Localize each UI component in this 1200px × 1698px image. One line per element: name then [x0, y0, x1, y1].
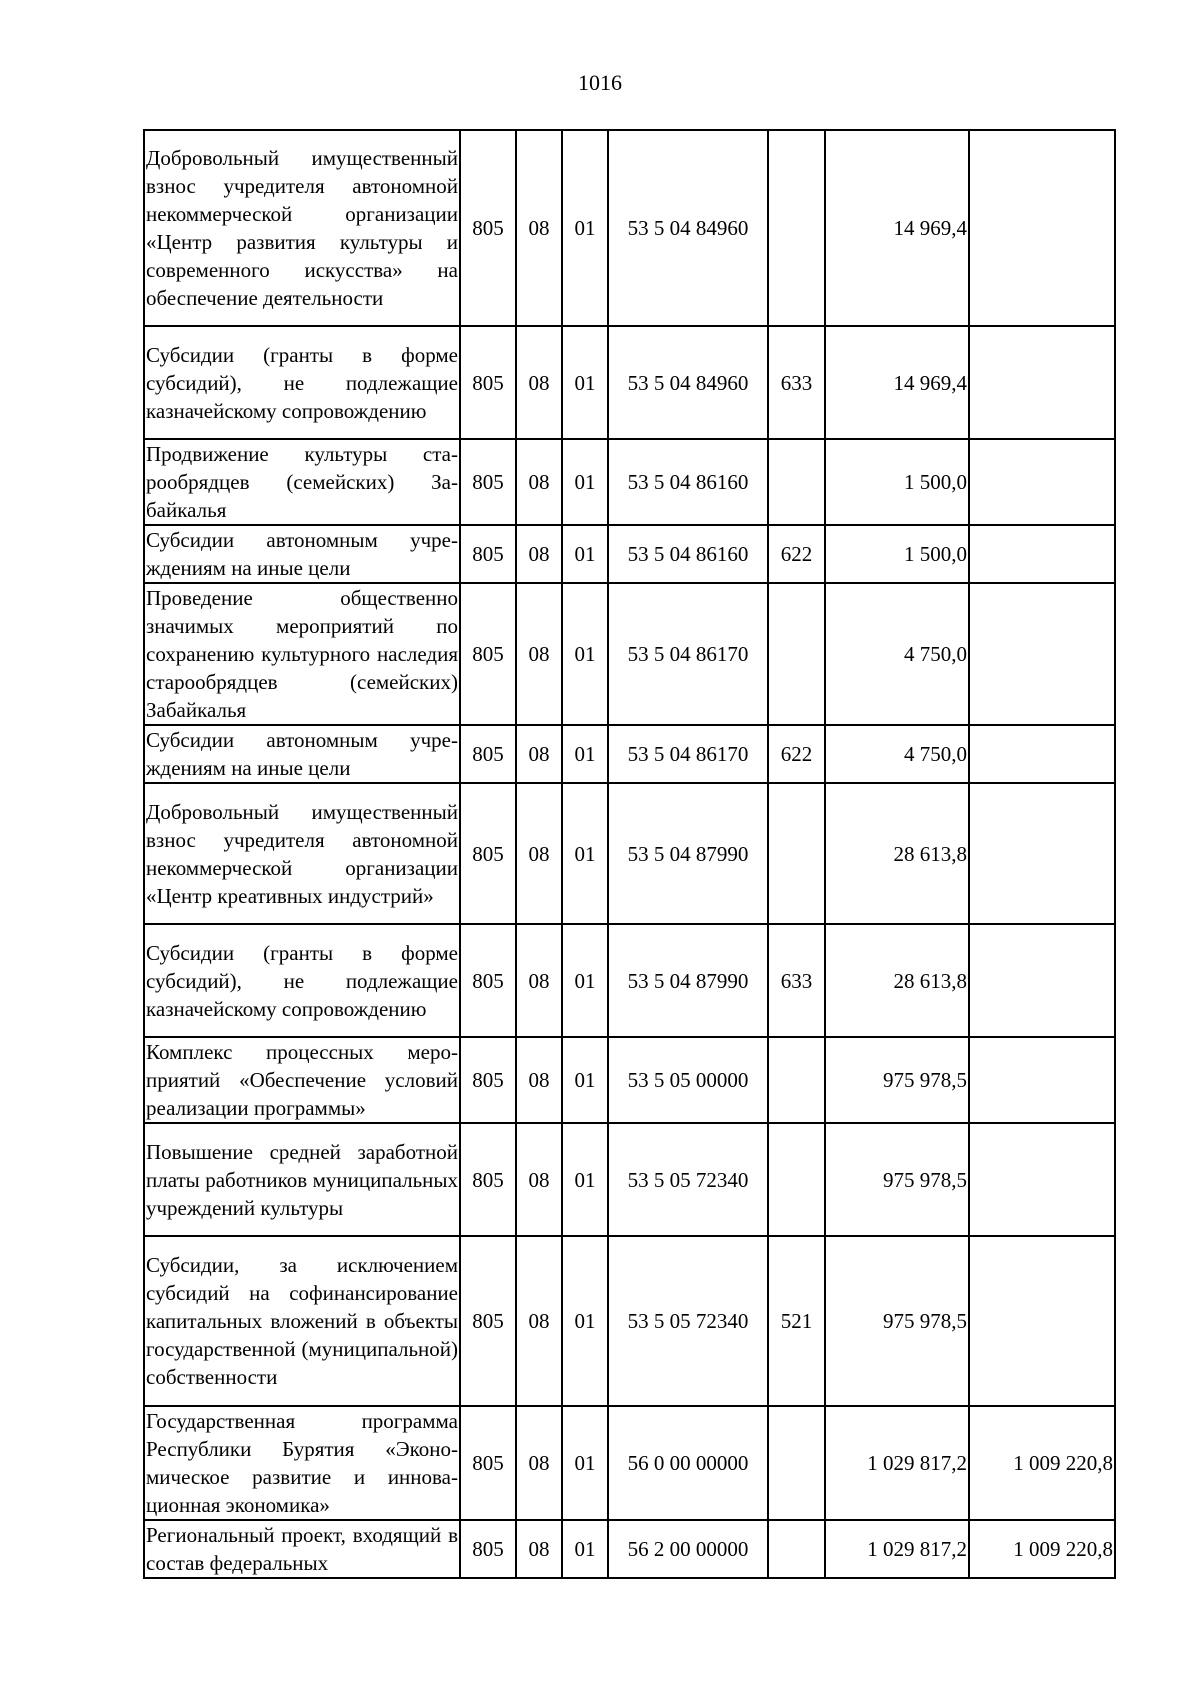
row-vr: 622	[768, 525, 825, 583]
row-vr	[768, 583, 825, 725]
table-row	[144, 439, 1115, 525]
row-pr: 01	[562, 1123, 608, 1236]
row-sum2	[969, 1236, 1115, 1406]
row-name: Субсидии (гранты в форме субсидий), не подлежащие казначейскому сопровождению	[144, 326, 460, 439]
row-sum2	[969, 439, 1115, 525]
row-vr	[768, 1037, 825, 1123]
row-ved: 805	[460, 783, 516, 924]
table-row	[144, 725, 1115, 783]
row-csr: 56 2 00 00000	[608, 1520, 768, 1578]
row-name: Повышение средней заработной платы работников муниципальных учреждений культуры	[144, 1123, 460, 1236]
row-rz: 08	[516, 1406, 562, 1520]
row-ved: 805	[460, 130, 516, 326]
row-sum1: 14 969,4	[825, 326, 969, 439]
row-sum1: 975 978,5	[825, 1037, 969, 1123]
row-vr	[768, 130, 825, 326]
table-row	[144, 1236, 1115, 1406]
row-vr: 633	[768, 924, 825, 1037]
row-csr: 53 5 05 72340	[608, 1123, 768, 1236]
row-sum1: 975 978,5	[825, 1123, 969, 1236]
row-name: Субсидии автономным учреждениям на иные цели	[144, 725, 460, 783]
row-ved: 805	[460, 525, 516, 583]
row-ved: 805	[460, 1123, 516, 1236]
row-rz: 08	[516, 783, 562, 924]
row-sum1: 4 750,0	[825, 583, 969, 725]
row-rz: 08	[516, 1123, 562, 1236]
row-rz: 08	[516, 130, 562, 326]
table-row	[144, 326, 1115, 439]
row-pr: 01	[562, 525, 608, 583]
table-row	[144, 1520, 1115, 1578]
row-csr: 53 5 04 86160	[608, 439, 768, 525]
row-sum1: 28 613,8	[825, 924, 969, 1037]
row-sum1: 1 029 817,2	[825, 1520, 969, 1578]
row-sum1: 975 978,5	[825, 1236, 969, 1406]
row-sum2	[969, 326, 1115, 439]
row-pr: 01	[562, 725, 608, 783]
row-csr: 53 5 05 72340	[608, 1236, 768, 1406]
row-csr: 53 5 04 84960	[608, 130, 768, 326]
row-name: Проведение общественно значимых мероприятий по сохранению культурного наследия старообрядцев (семейских) Забайкалья	[144, 583, 460, 725]
row-name: Субсидии, за исключением субсидий на софинансирование капитальных вложений в объекты государственной (муниципальной) собственности	[144, 1236, 460, 1406]
row-sum2: 1 009 220,8	[969, 1520, 1115, 1578]
row-rz: 08	[516, 1520, 562, 1578]
row-sum1: 4 750,0	[825, 725, 969, 783]
row-pr: 01	[562, 924, 608, 1037]
table-row	[144, 924, 1115, 1037]
table-row	[144, 583, 1115, 725]
row-name: Добровольный имущественный взнос учредителя автономной некоммерческой организации «Центр развития культуры и современного искусства» на обеспечение деятельности	[144, 130, 460, 326]
row-vr	[768, 1123, 825, 1236]
row-name: Продвижение культуры старообрядцев (семейских) Забайкалья	[144, 439, 460, 525]
row-sum2	[969, 725, 1115, 783]
row-pr: 01	[562, 326, 608, 439]
row-sum1: 28 613,8	[825, 783, 969, 924]
row-sum1: 1 500,0	[825, 439, 969, 525]
row-ved: 805	[460, 1037, 516, 1123]
row-vr	[768, 1520, 825, 1578]
row-name: Региональный проект, входящий в состав федеральных	[144, 1520, 460, 1578]
row-ved: 805	[460, 439, 516, 525]
row-vr: 622	[768, 725, 825, 783]
row-vr	[768, 783, 825, 924]
row-name: Субсидии (гранты в форме субсидий), не подлежащие казначейскому сопровождению	[144, 924, 460, 1037]
row-vr: 521	[768, 1236, 825, 1406]
row-csr: 56 0 00 00000	[608, 1406, 768, 1520]
row-name: Субсидии автономным учреждениям на иные цели	[144, 525, 460, 583]
row-vr	[768, 439, 825, 525]
row-sum2	[969, 924, 1115, 1037]
row-csr: 53 5 04 86170	[608, 583, 768, 725]
row-csr: 53 5 04 86160	[608, 525, 768, 583]
row-name: Комплекс процессных мероприятий «Обеспечение условий реализации программы»	[144, 1037, 460, 1123]
row-rz: 08	[516, 1037, 562, 1123]
row-ved: 805	[460, 924, 516, 1037]
row-pr: 01	[562, 783, 608, 924]
row-pr: 01	[562, 1236, 608, 1406]
row-vr	[768, 1406, 825, 1520]
table-row	[144, 1123, 1115, 1236]
row-sum2	[969, 783, 1115, 924]
row-rz: 08	[516, 326, 562, 439]
row-pr: 01	[562, 1037, 608, 1123]
row-ved: 805	[460, 583, 516, 725]
row-pr: 01	[562, 583, 608, 725]
row-csr: 53 5 04 84960	[608, 326, 768, 439]
row-sum1: 1 029 817,2	[825, 1406, 969, 1520]
row-sum1: 14 969,4	[825, 130, 969, 326]
table-row	[144, 1037, 1115, 1123]
row-rz: 08	[516, 583, 562, 725]
row-sum2: 1 009 220,8	[969, 1406, 1115, 1520]
row-ved: 805	[460, 1520, 516, 1578]
row-pr: 01	[562, 1406, 608, 1520]
row-rz: 08	[516, 439, 562, 525]
budget-table	[143, 129, 1116, 1579]
page-number: 1016	[578, 70, 622, 95]
row-csr: 53 5 04 87990	[608, 924, 768, 1037]
row-csr: 53 5 05 00000	[608, 1037, 768, 1123]
row-sum1: 1 500,0	[825, 525, 969, 583]
row-ved: 805	[460, 1236, 516, 1406]
row-pr: 01	[562, 130, 608, 326]
row-pr: 01	[562, 439, 608, 525]
row-vr: 633	[768, 326, 825, 439]
row-rz: 08	[516, 924, 562, 1037]
row-pr: 01	[562, 1520, 608, 1578]
table-row	[144, 1406, 1115, 1520]
row-name: Добровольный имущественный взнос учредителя автономной некоммерческой организации «Центр креативных индустрий»	[144, 783, 460, 924]
table-row	[144, 130, 1115, 326]
row-rz: 08	[516, 725, 562, 783]
row-csr: 53 5 04 86170	[608, 725, 768, 783]
row-sum2	[969, 1037, 1115, 1123]
row-ved: 805	[460, 1406, 516, 1520]
row-name: Государственная программа Республики Бурятия «Экономическое развитие и инновационная экономика»	[144, 1406, 460, 1520]
row-ved: 805	[460, 326, 516, 439]
row-sum2	[969, 130, 1115, 326]
row-sum2	[969, 1123, 1115, 1236]
row-sum2	[969, 525, 1115, 583]
row-rz: 08	[516, 1236, 562, 1406]
row-csr: 53 5 04 87990	[608, 783, 768, 924]
table-row	[144, 783, 1115, 924]
row-ved: 805	[460, 725, 516, 783]
table-row	[144, 525, 1115, 583]
row-rz: 08	[516, 525, 562, 583]
row-sum2	[969, 583, 1115, 725]
